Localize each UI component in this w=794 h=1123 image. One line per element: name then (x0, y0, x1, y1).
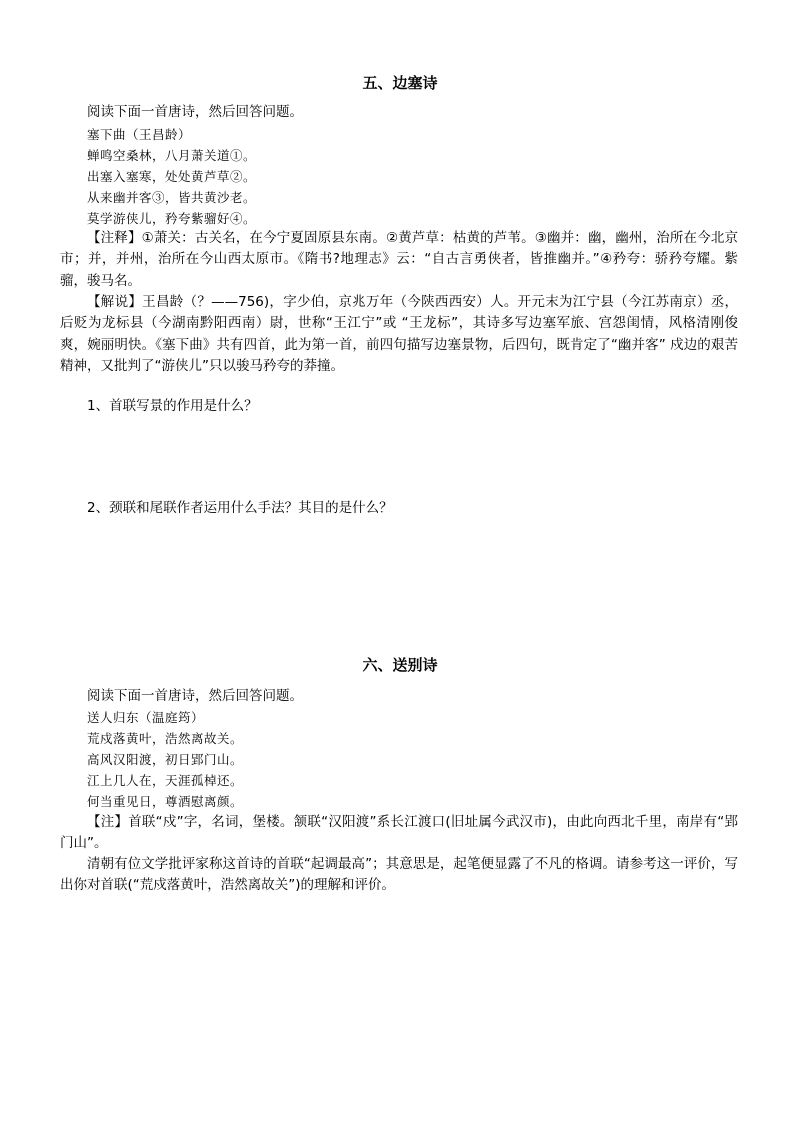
section6-intro: 阅读下面一首唐诗，然后回答问题。 (87, 688, 303, 704)
poem-title: 塞下曲（王昌龄） (87, 127, 192, 142)
poem-line: 江上几人在，天涯孤棹还。 (87, 773, 244, 788)
annotation-note: 【注】首联“戍”字，名词，堡楼。颔联“汉阳渡”系长江渡口(旧址属今武汉市)，由此向西北千里，南岸有“郢门山”。 (60, 814, 738, 852)
poem-line: 高风汉阳渡，初日郢门山。 (87, 752, 244, 767)
poem-line: 蝉鸣空桑林，八月萧关道①。 (87, 148, 257, 163)
poem-line: 从来幽并客③，皆共黄沙老。 (87, 190, 257, 205)
question-2: 2、颈联和尾联作者运用什么手法？其目的是什么？ (87, 500, 393, 516)
poem-title: 送人归东（温庭筠） (87, 710, 205, 725)
poem-line: 出塞入塞寒，处处黄芦草②。 (87, 169, 257, 184)
poem-line: 莫学游侠儿，矜夸紫骝好④。 (87, 211, 257, 226)
question-1: 1、首联写景的作用是什么？ (87, 398, 258, 414)
poem-line: 荒戍落黄叶，浩然离故关。 (87, 731, 244, 746)
poem-line: 何当重见日，尊酒慰离颜。 (87, 794, 244, 809)
explanation: 【解说】王昌龄（？——756)，字少伯，京兆万年（今陕西西安）人。开元末为江宁县（今江苏南京）丞，后贬为龙标县（今湖南黔阳西南）尉，世称“王江宁”或 “王龙标”，其诗多写边塞军旅、宫怨闺情，风格清刚俊爽，婉丽明快。《塞下曲》共有四首，此为第一首，前四句描写边塞景物，后四句，既肯定了“幽并客” 戍边的艰苦精神，又批判了“游侠儿”只以骏马矜夸的莽撞。 (60, 294, 738, 374)
question-3: 清朝有位文学批评家称这首诗的首联“起调最高”；其意思是，起笔便显露了不凡的格调。请参考这一评价，写出你对首联(“荒戍落黄叶，浩然离故关”)的理解和评价。 (60, 856, 738, 894)
section-title-6: 六、送别诗 (362, 656, 438, 674)
annotation-note: 【注释】①萧关：古关名，在今宁夏固原县东南。②黄芦草：枯黄的芦苇。③幽并：幽，幽州，治所在今北京市；并，并州，治所在今山西太原市。《隋书?地理志》云：“自古言勇侠者，皆推幽并。”④矜夸：骄矜夸耀。紫骝，骏马名。 (60, 230, 738, 289)
section-title-5: 五、边塞诗 (362, 74, 438, 92)
section5-intro: 阅读下面一首唐诗，然后回答问题。 (87, 104, 303, 120)
